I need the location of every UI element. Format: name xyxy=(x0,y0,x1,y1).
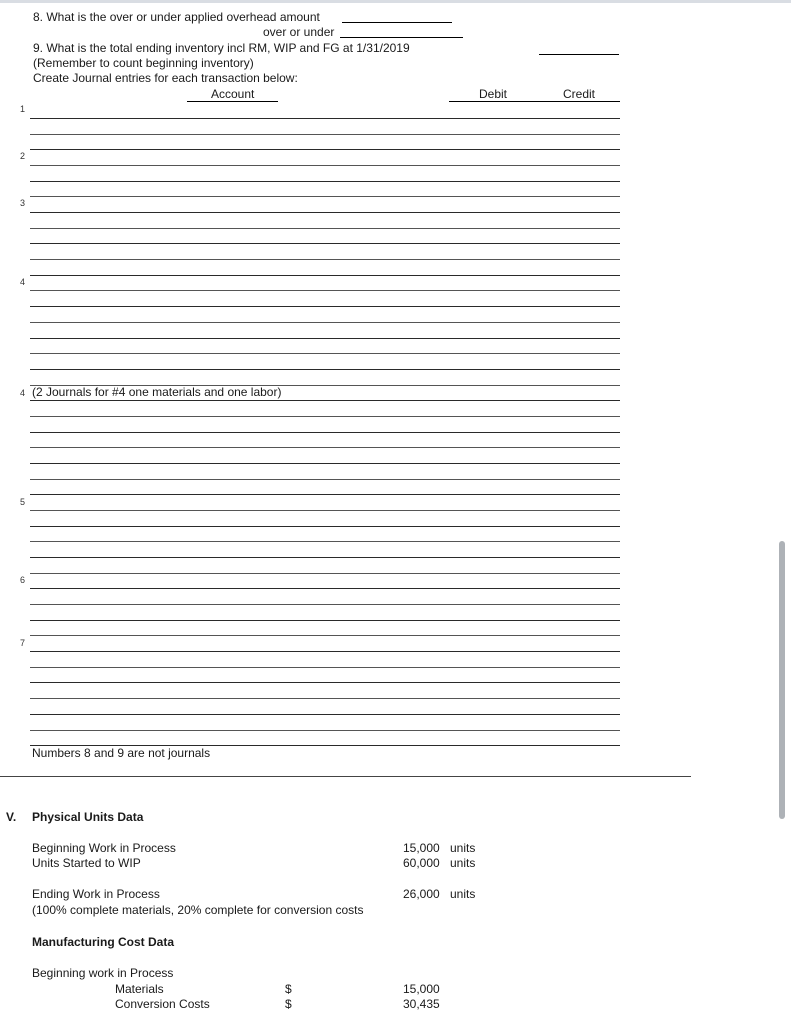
journal-line[interactable] xyxy=(30,526,620,527)
journal-line[interactable] xyxy=(30,667,620,668)
units-row-unit: units xyxy=(450,887,476,901)
credit-header: Credit xyxy=(563,87,596,101)
row-number: 3 xyxy=(20,198,26,208)
journal-line[interactable] xyxy=(30,604,620,605)
journal-line[interactable] xyxy=(30,698,620,699)
journal-line[interactable] xyxy=(30,416,620,417)
journal-line[interactable] xyxy=(30,275,620,276)
journal-line[interactable] xyxy=(30,165,620,166)
journal-line[interactable] xyxy=(30,290,620,291)
units-row-value: 15,000 xyxy=(403,841,440,855)
question-8: 8. What is the over or under applied overhead amount xyxy=(33,10,320,24)
ending-wip-note: (100% complete materials, 20% complete for conversion costs xyxy=(32,903,364,917)
journal-line[interactable] xyxy=(30,494,620,495)
journal-line[interactable] xyxy=(30,557,620,558)
journal-line[interactable] xyxy=(30,338,620,339)
section-divider xyxy=(0,776,691,777)
journal-line[interactable] xyxy=(30,635,620,636)
q8-over-under-label: over or under xyxy=(263,25,335,39)
journal-line[interactable] xyxy=(30,322,620,323)
journal-line[interactable] xyxy=(30,463,620,464)
account-header-underline xyxy=(187,101,278,102)
cost-row-value: 30,435 xyxy=(403,997,440,1011)
units-row-value: 60,000 xyxy=(403,856,440,870)
journal-instruction: Create Journal entries for each transaction below: xyxy=(33,71,298,85)
q8-answer-blank[interactable] xyxy=(342,22,452,23)
q9-note: (Remember to count beginning inventory) xyxy=(33,56,254,70)
q8-over-under-blank[interactable] xyxy=(340,37,463,38)
beginning-wip-label: Beginning work in Process xyxy=(32,966,174,980)
cost-row-label: Conversion Costs xyxy=(115,997,210,1011)
amount-header-underline xyxy=(449,101,620,102)
question-9: 9. What is the total ending inventory incl RM, WIP and FG at 1/31/2019 xyxy=(33,41,410,55)
journal-4-note: (2 Journals for #4 one materials and one labor) xyxy=(32,385,282,399)
journal-line[interactable] xyxy=(30,353,620,354)
journal-line[interactable] xyxy=(30,149,620,150)
journal-line[interactable] xyxy=(30,588,620,589)
debit-header: Debit xyxy=(479,87,508,101)
units-row-label: Ending Work in Process xyxy=(32,887,160,901)
row-number: 1 xyxy=(20,104,26,114)
units-row-unit: units xyxy=(450,856,476,870)
top-edge xyxy=(0,0,791,3)
row-number: 2 xyxy=(20,151,26,161)
cost-row-value: 15,000 xyxy=(403,982,440,996)
cost-data-title: Manufacturing Cost Data xyxy=(32,935,175,949)
journal-line[interactable] xyxy=(30,479,620,480)
journal-line[interactable] xyxy=(30,714,620,715)
cost-row-label: Materials xyxy=(115,982,164,996)
q9-answer-blank[interactable] xyxy=(539,54,619,55)
units-row-label: Units Started to WIP xyxy=(32,856,141,870)
units-row-label: Beginning Work in Process xyxy=(32,841,176,855)
journal-line[interactable] xyxy=(30,682,620,683)
journal-line[interactable] xyxy=(30,400,620,401)
row-number: 4 xyxy=(20,277,26,287)
section-title: Physical Units Data xyxy=(32,810,144,824)
vertical-scrollbar[interactable] xyxy=(779,541,785,819)
journal-line[interactable] xyxy=(30,541,620,542)
units-row-unit: units xyxy=(450,841,476,855)
journal-line[interactable] xyxy=(30,134,620,135)
journal-line[interactable] xyxy=(30,573,620,574)
row-number: 7 xyxy=(20,638,26,648)
row-number: 4 xyxy=(20,388,26,398)
journal-line[interactable] xyxy=(30,730,620,731)
cost-row-currency: $ xyxy=(285,997,292,1011)
row-number: 5 xyxy=(20,497,26,507)
row-number: 6 xyxy=(20,575,26,585)
journal-footer-note: Numbers 8 and 9 are not journals xyxy=(32,746,211,760)
journal-line[interactable] xyxy=(30,118,620,119)
journal-line[interactable] xyxy=(30,510,620,511)
journal-line[interactable] xyxy=(30,651,620,652)
section-numeral: V. xyxy=(6,810,17,824)
journal-line[interactable] xyxy=(30,620,620,621)
journal-line[interactable] xyxy=(30,259,620,260)
account-header: Account xyxy=(211,87,255,101)
journal-line[interactable] xyxy=(30,306,620,307)
journal-line[interactable] xyxy=(30,181,620,182)
journal-line[interactable] xyxy=(30,447,620,448)
journal-line[interactable] xyxy=(30,228,620,229)
journal-line[interactable] xyxy=(30,432,620,433)
journal-line[interactable] xyxy=(30,369,620,370)
journal-line[interactable] xyxy=(30,243,620,244)
journal-line[interactable] xyxy=(30,196,620,197)
journal-line[interactable] xyxy=(30,212,620,213)
cost-row-currency: $ xyxy=(285,982,292,996)
units-row-value: 26,000 xyxy=(403,887,440,901)
